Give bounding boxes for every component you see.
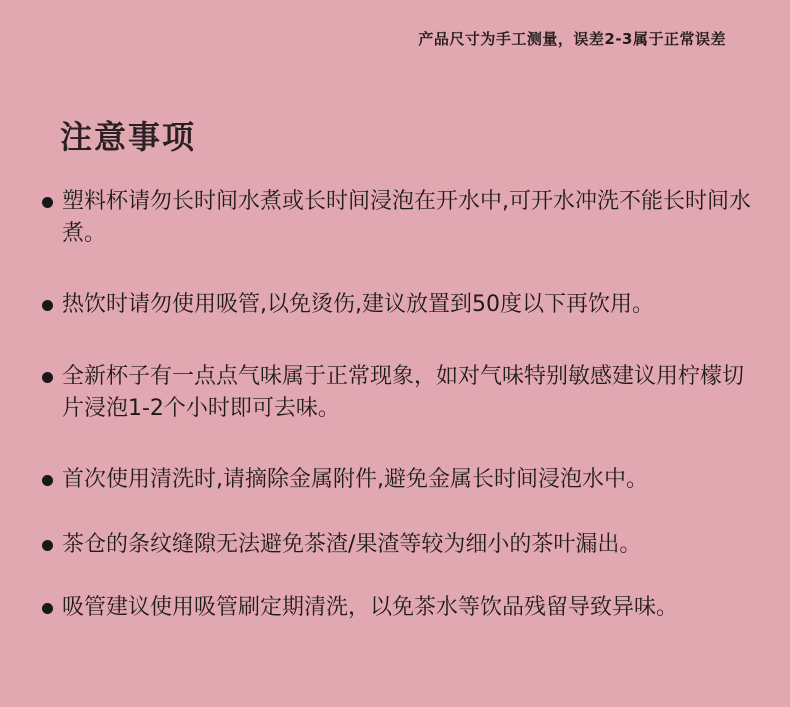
size-measurement-note: 产品尺寸为手工测量，误差2-3属于正常误差: [418, 30, 726, 48]
bullet-dot-icon: [42, 475, 53, 486]
bullet-dot-icon: [42, 372, 53, 383]
note-item: [40, 464, 760, 496]
note-text: 全新杯子有一点点气味属于正常现象，如对气味特别敏感建议用柠檬切片浸泡1-2个小时即可去味。: [62, 364, 745, 421]
notes-heading: 注意事项: [60, 118, 197, 156]
note-text: 塑料杯请勿长时间水煮或长时间浸泡在开水中,可开水冲洗不能长时间水煮。: [62, 189, 751, 246]
bullet-dot-icon: [42, 197, 53, 208]
note-text: 首次使用清洗时,请摘除金属附件,避免金属长时间浸泡水中。: [62, 467, 648, 492]
bullet-dot-icon: [42, 540, 53, 551]
note-item: [40, 289, 760, 321]
bullet-dot-icon: [42, 300, 53, 311]
note-text: 吸管建议使用吸管刷定期清洗，以免茶水等饮品残留导致异味。: [62, 595, 679, 620]
note-item: [40, 529, 760, 561]
note-item: [40, 361, 760, 425]
note-text: 茶仓的条纹缝隙无法避免茶渣/果渣等较为细小的茶叶漏出。: [62, 532, 642, 557]
note-text: 热饮时请勿使用吸管,以免烫伤,建议放置到50度以下再饮用。: [62, 292, 654, 317]
bullet-dot-icon: [42, 603, 53, 614]
note-item: [40, 592, 760, 624]
note-item: [40, 186, 760, 250]
notes-list: [40, 186, 760, 624]
